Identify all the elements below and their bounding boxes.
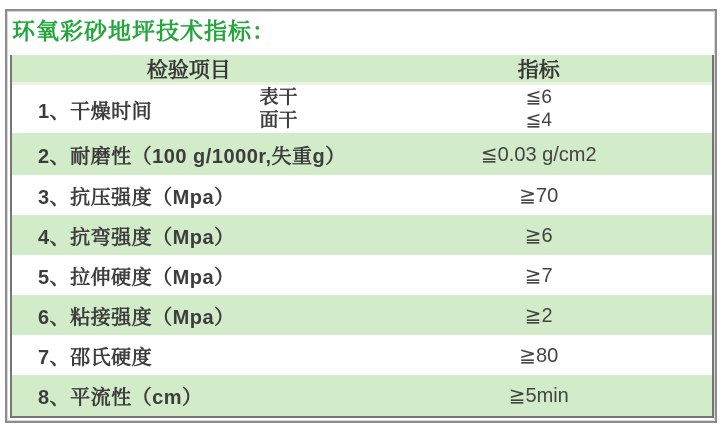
cell-item [12, 85, 366, 133]
item-label: 5、拉伸硬度（Mpa） [38, 266, 235, 289]
cell-item [12, 255, 366, 295]
cell-item [12, 215, 366, 255]
value: ≧2 [524, 304, 553, 327]
cell-item [12, 133, 366, 175]
value: ≦0.03 g/cm2 [480, 143, 597, 166]
cell-value [366, 375, 713, 416]
table-row-compressive-strength [12, 175, 712, 215]
cell-value [366, 85, 713, 133]
value-surface-dry: ≦6 [525, 87, 552, 108]
sub-item-column [238, 86, 320, 132]
item-label: 6、粘接强度（Mpa） [38, 306, 235, 329]
table-row-drying-time [12, 85, 712, 133]
page-title: 环氧彩砂地坪技术指标： [12, 18, 276, 44]
item-label: 8、平流性（cm） [38, 387, 203, 409]
value-full-dry: ≦4 [525, 110, 552, 131]
table-row-abrasion [12, 133, 712, 175]
value: ≧5min [508, 385, 569, 407]
header-cell-index: 指标 [517, 58, 560, 82]
value: ≧70 [519, 184, 559, 207]
cell-value [366, 215, 713, 255]
table-row-shore-hardness [12, 335, 712, 375]
cell-value [366, 175, 713, 215]
item-label: 4、抗弯强度（Mpa） [38, 226, 235, 249]
value: ≧6 [524, 224, 553, 247]
sub-item-surface-dry: 表干 [259, 87, 298, 108]
cell-value [366, 335, 713, 375]
item-label: 2、耐磨性（100 g/1000r,失重g） [38, 145, 346, 168]
sub-item-full-dry: 面干 [259, 110, 298, 131]
cell-item [12, 175, 366, 215]
spec-table [10, 55, 714, 418]
table-row-leveling [12, 375, 712, 416]
header-cell-item: 检验项目 [146, 58, 231, 82]
cell-value [366, 133, 713, 175]
cell-item [12, 295, 366, 335]
item-label: 3、抗压强度（Mpa） [38, 186, 235, 209]
table-row-bonding-strength [12, 295, 712, 335]
cell-item [12, 375, 366, 416]
cell-value [366, 295, 713, 335]
item-label: 1、干燥时间 [38, 100, 153, 123]
table-row-tensile-hardness [12, 255, 712, 295]
cell-value [366, 255, 713, 295]
table-row-flexural-strength [12, 215, 712, 255]
value: ≧80 [519, 344, 559, 367]
cell-item [12, 335, 366, 375]
table-header-row [12, 55, 712, 85]
value: ≧7 [524, 264, 553, 287]
item-label: 7、邵氏硬度 [38, 346, 153, 369]
